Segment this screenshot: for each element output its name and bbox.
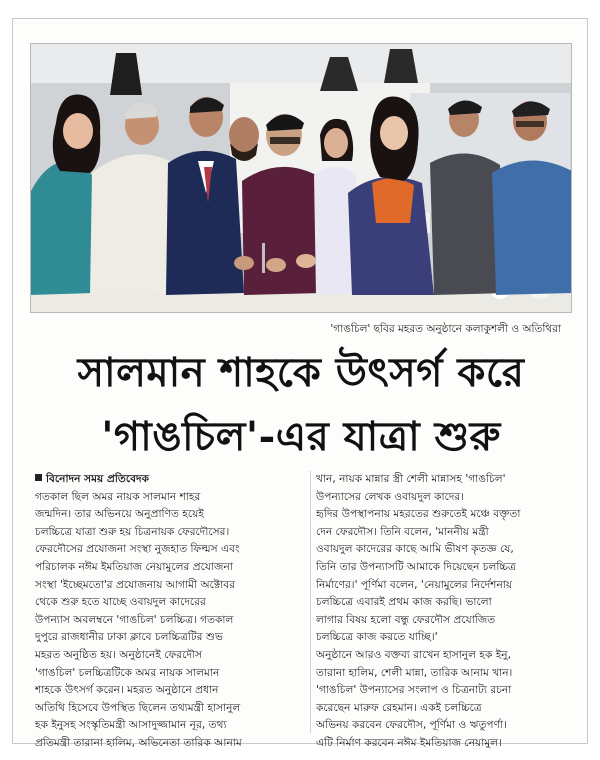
article-line: হক ইনুসহ সংস্কৃতিমন্ত্রী আসাদুজ্জামান নূর, তথ্য <box>35 719 227 732</box>
article-line: 'গাঙচিল' চলচ্চিত্রটিকে অমর নায়ক সালমান <box>35 666 220 679</box>
article-line: গতকাল ছিল অমর নায়ক সালমান শাহর <box>35 490 201 503</box>
article-line: ওবায়দুল কাদেরের কাছে আমি ভীষণ কৃতজ্ঞ যে, <box>316 543 514 556</box>
event-photo <box>30 43 572 313</box>
article-line: এটি নির্মাণ করবেন নঈম ইমতিয়াজ নেয়ামুল। <box>316 736 502 749</box>
article-line: চলচ্চিত্রে কাজ করতে যাচ্ছি।' <box>316 631 438 644</box>
article-line: অতিথি হিসেবে উপস্থিত ছিলেন তথ্যমন্ত্রী হাসানুল <box>35 701 241 714</box>
article-line: 'গাঙচিল' উপন্যাসের সংলাপ ও চিত্রনাট্য রচনা <box>316 684 512 697</box>
article-line: মহরত অনুষ্ঠিত হয়। অনুষ্ঠানেই ফেরদৌস <box>35 648 202 661</box>
article-line: করেছেন মারুফ রেহমান। একই চলচ্চিত্রে <box>316 701 482 714</box>
article-line: চলচ্চিত্রে যাত্রা শুরু হয় চিত্রনায়ক ফেরদৌসের। <box>35 525 230 538</box>
article-line: ফেরদৌসের প্রযোজনা সংস্থা নুজহাত ফিল্মস এবং <box>35 543 240 556</box>
byline-text: বিনোদন সময় প্রতিবেদক <box>46 473 149 485</box>
article-line: প্রতিমন্ত্রী তারানা হালিম, অভিনেতা তারিক আনাম <box>35 736 242 749</box>
byline-square-icon <box>35 474 42 481</box>
headline-line-2: 'গাঙচিল'-এর যাত্রা শুরু <box>101 413 501 460</box>
photo-caption: 'গাঙচিল' ছবির মহরত অনুষ্ঠানে কলাকুশলী ও অতিথিরা <box>330 323 561 335</box>
article-line: খান, নায়ক মান্নার স্ত্রী শেলী মান্নাসহ 'গাঙচিল' <box>316 473 506 485</box>
article-column-right <box>316 471 578 753</box>
article-line: দেন ফেরদৌস। তিনি বলেন, 'মাননীয় মন্ত্রী <box>316 525 489 538</box>
article-line: থেকে শুরু হতে যাচ্ছে ওবায়দুল কাদেরের <box>35 596 206 609</box>
article-line: অভিনয় করবেন ফেরদৌস, পূর্ণিমা ও ঋতুপর্ণা। <box>316 719 507 732</box>
article-line: পরিচালক নঈম ইমতিয়াজ নেয়ামুলের প্রযোজনা <box>35 560 233 573</box>
article-line: উপন্যাস অবলম্বনে 'গাঙচিল' চলচ্চিত্র। গতকাল <box>35 613 234 626</box>
article-line: দুপুরে রাজধানীর ঢাকা ক্লাবে চলচ্চিত্রটির শুভ <box>35 631 223 644</box>
article-line: লাগার বিষয় হলো বন্ধু ফেরদৌস প্রযোজিত <box>316 613 496 626</box>
article-line: অনুষ্ঠানে আরও বক্তব্য রাখেন হাসানুল হক ইনু, <box>316 648 511 661</box>
article-line: জন্মদিন। তার অভিনয়ে অনুপ্রাণিত হয়েই <box>35 508 204 521</box>
article-line: উপন্যাসের লেখক ওবায়দুল কাদের। <box>316 490 465 503</box>
article-line: নির্মাণের।' পূর্ণিমা বলেন, 'নেয়ামুলের নির্দেশনায় <box>316 578 513 591</box>
article-line: শাহকে উৎসর্গ করেন। মহরত অনুষ্ঠানে প্রধান <box>35 684 219 697</box>
byline <box>35 471 303 489</box>
article-line: হৃদির উপস্থাপনায় মহরতের শুরুতেই মঞ্চে বক্তৃতা <box>316 508 521 521</box>
column-divider <box>310 471 311 733</box>
article-line: চলচ্চিত্রে এবারই প্রথম কাজ করছি। ভালো <box>316 596 492 609</box>
newspaper-clipping <box>12 18 588 749</box>
article-line: সংস্থা 'ইচ্ছেমতো'র প্রযোজনায় আগামী অক্টোবর <box>35 578 236 591</box>
article-line: তিনি তার উপন্যাসটি আমাকে দিয়েছেন চলচ্চিত্র <box>316 560 516 573</box>
article-column-left <box>35 471 303 753</box>
headline-line-1: সালমান শাহকে উৎসর্গ করে <box>77 349 525 396</box>
article-line: তারানা হালিম, শেলী মান্না, তারিক আনাম খান। <box>316 666 513 679</box>
